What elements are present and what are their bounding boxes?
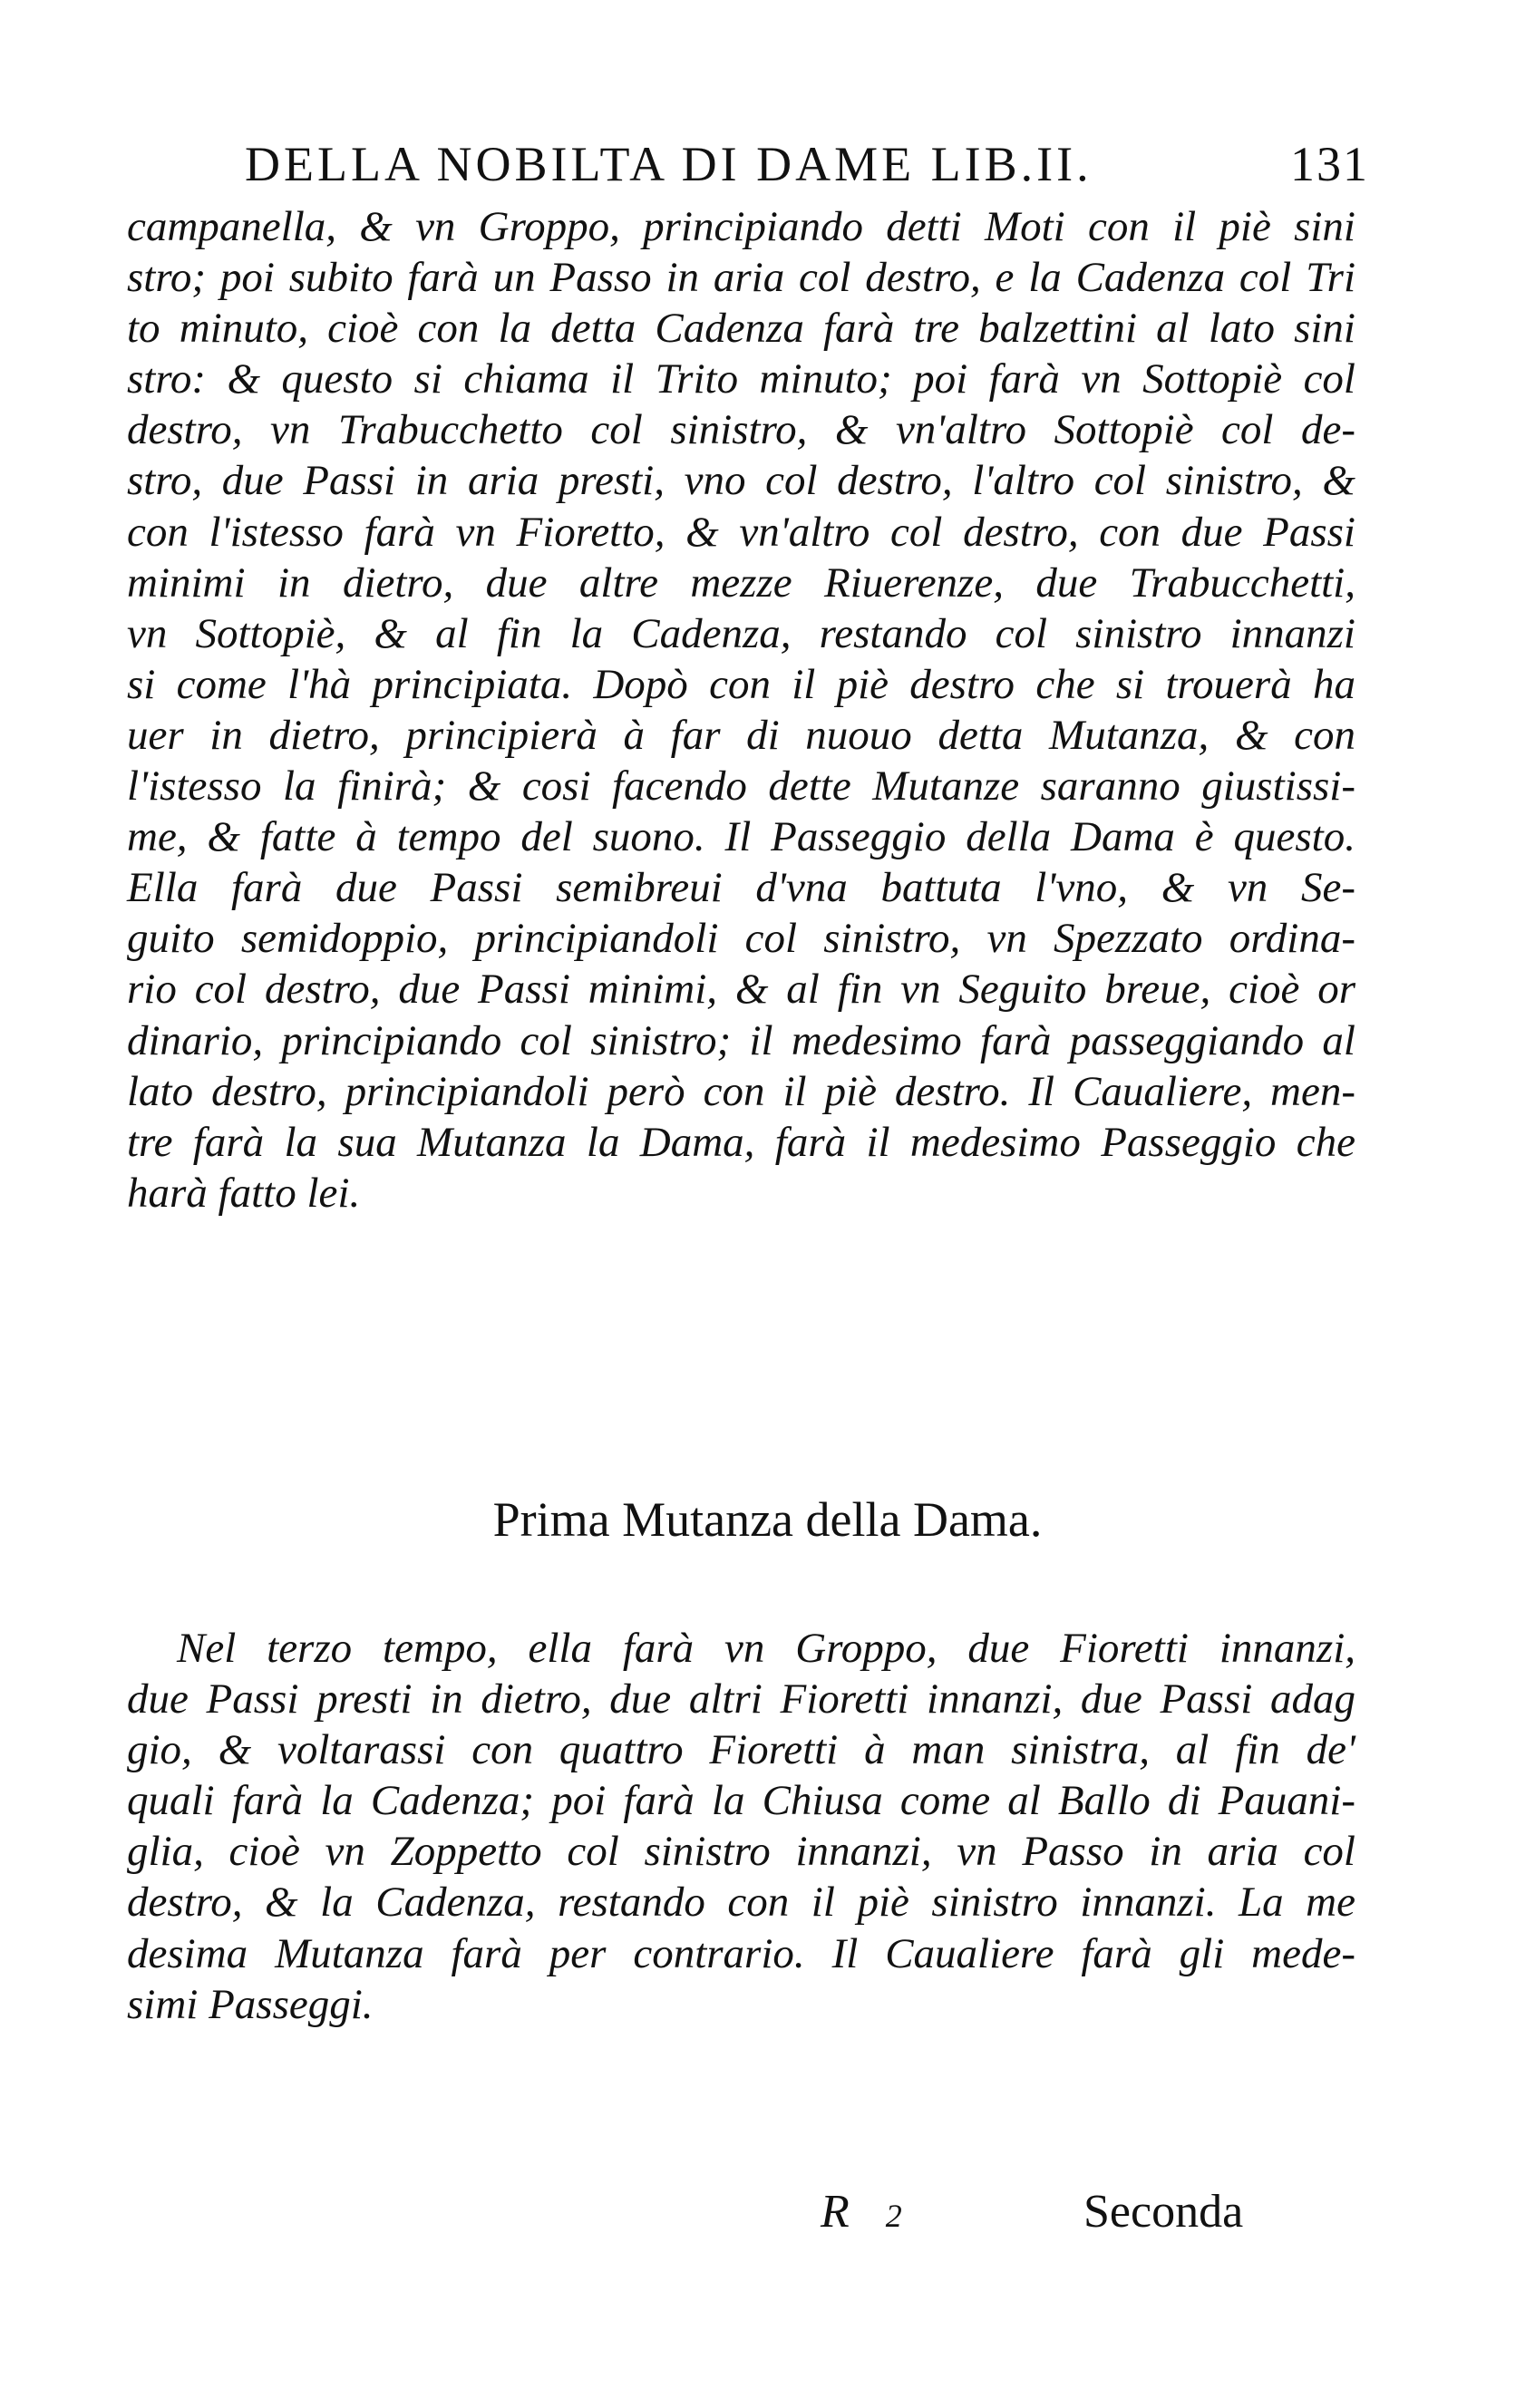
text-line: tre farà la sua Mutanza la Dama, farà il medesimo Passeggio che [127, 1118, 1355, 1166]
text-line: con l'istesso farà vn Fioretto, & vn'altro col destro, con due Passi [127, 508, 1355, 556]
paragraph-2 [127, 1623, 1355, 2030]
text-line: uer in dietro, principierà à far di nuouo detta Mutanza, & con [127, 711, 1355, 759]
text-line: to minuto, cioè con la detta Cadenza farà tre balzettini al lato sini [127, 305, 1355, 353]
text-line: l'istesso la finirà; & cosi facendo dette Mutanze saranno giustissi- [127, 762, 1355, 811]
text-line: dinario, principiando col sinistro; il medesimo farà passeggiando al [127, 1016, 1355, 1064]
text-line: quali farà la Cadenza; poi farà la Chiusa come al Ballo di Pauani- [127, 1777, 1355, 1825]
text-line: stro, due Passi in aria presti, vno col destro, l'altro col sinistro, & [127, 457, 1355, 505]
section-heading: Prima Mutanza della Dama. [492, 1492, 1043, 1547]
text-line: Nel terzo tempo, ella farà vn Groppo, due Fioretti innanzi, [177, 1625, 1355, 1672]
text-line: guito semidoppio, principiandoli col sinistro, vn Spezzato ordina- [127, 915, 1355, 963]
text-line: vn Sottopiè, & al fin la Cadenza, restando col sinistro innanzi [127, 609, 1355, 657]
text-line: due Passi presti in dietro, due altri Fioretti innanzi, due Passi adag [127, 1675, 1355, 1723]
text-line: glia, cioè vn Zoppetto col sinistro innanzi, vn Passo in aria col [127, 1828, 1355, 1876]
text-line: minimi in dietro, due altre mezze Riuerenze, due Trabucchetti, [127, 558, 1355, 607]
catchword: Seconda [1083, 2186, 1244, 2238]
page-number: 131 [1290, 137, 1369, 191]
text-line: stro: & questo si chiama il Trito minuto; poi farà vn Sottopiè col [127, 355, 1355, 403]
text-line: stro; poi subito farà un Passo in aria col destro, e la Cadenza col Tri [127, 254, 1355, 302]
signature-mark [821, 2185, 902, 2248]
paragraph-1 [127, 201, 1355, 1219]
text-line: rio col destro, due Passi minimi, & al fin vn Seguito breue, cioè or [127, 966, 1355, 1014]
running-head-title: DELLA NOBILTA DI DAME LIB.II. [245, 137, 1093, 191]
text-line: destro, vn Trabucchetto col sinistro, & vn'altro Sottopiè col de- [127, 406, 1355, 454]
text-line: me, & fatte à tempo del suono. Il Passeggio della Dama è questo. [127, 813, 1355, 861]
text-line: gio, & voltarassi con quattro Fioretti à man sinistra, al fin de' [127, 1726, 1355, 1774]
text-line: campanella, & vn Groppo, principiando detti Moti con il piè sini [127, 203, 1355, 250]
running-head [218, 136, 1369, 199]
text-line: simi Passeggi. [127, 1980, 374, 2028]
text-line: si come l'hà principiata. Dopò con il piè destro che si trouerà ha [127, 660, 1355, 708]
text-line: desima Mutanza farà per contrario. Il Caualiere farà gli mede- [127, 1929, 1355, 1977]
text-line: harà fatto lei. [127, 1169, 361, 1217]
text-line: lato destro, principiandoli però con il piè destro. Il Caualiere, men- [127, 1067, 1355, 1115]
text-line: destro, & la Cadenza, restando con il piè sinistro innanzi. La me [127, 1879, 1355, 1927]
signature-number: 2 [885, 2198, 902, 2234]
text-line: Ella farà due Passi semibreui d'vna battuta l'vno, & vn Se- [127, 864, 1355, 912]
signature-letter: R [821, 2186, 850, 2238]
